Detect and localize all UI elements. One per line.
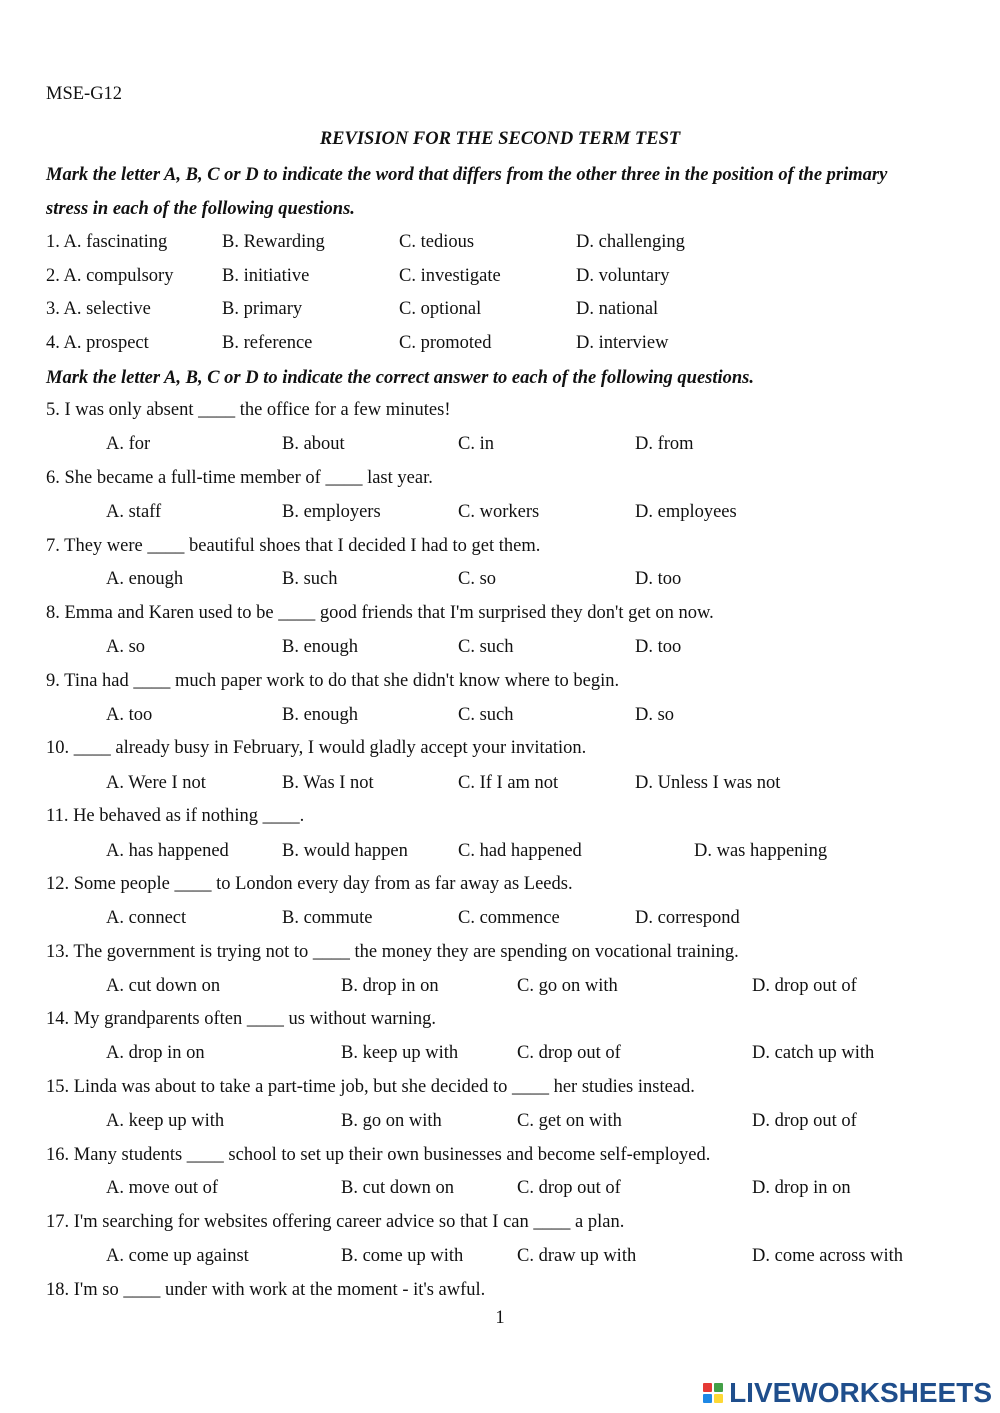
q2-option-d: D. voluntary — [576, 266, 670, 286]
q2-option-b: B. initiative — [222, 266, 310, 286]
q15-option-d: D. drop out of — [752, 1111, 857, 1131]
logo-square-red — [703, 1383, 712, 1392]
q9-option-a: A. too — [106, 705, 153, 725]
q8-option-c: C. such — [458, 637, 514, 657]
q9-option-d: D. so — [635, 705, 675, 725]
q13-option-c: C. go on with — [517, 976, 618, 996]
document-title: REVISION FOR THE SECOND TERM TEST — [319, 129, 681, 149]
liveworksheets-logo — [703, 1376, 992, 1410]
q11-stem: 11. He behaved as if nothing ____. — [46, 806, 305, 826]
q11-option-a: A. has happened — [106, 841, 229, 861]
q1-option-d: D. challenging — [576, 232, 685, 252]
q8-option-a: A. so — [106, 637, 146, 657]
q9-stem: 9. Tina had ____ much paper work to do that she didn't know where to begin. — [46, 671, 620, 691]
q14-option-c: C. drop out of — [517, 1043, 621, 1063]
q16-option-d: D. drop in on — [752, 1178, 851, 1198]
q12-option-c: C. commence — [458, 908, 560, 928]
q15-option-b: B. go on with — [341, 1111, 442, 1131]
q17-option-d: D. come across with — [752, 1246, 904, 1266]
q1-option-a: 1. A. fascinating — [46, 232, 168, 252]
q6-option-d: D. employees — [635, 502, 737, 522]
q1-option-b: B. Rewarding — [222, 232, 325, 252]
q10-stem: 10. ____ already busy in February, I would gladly accept your invitation. — [46, 738, 587, 758]
q16-option-a: A. move out of — [106, 1178, 219, 1198]
q13-option-a: A. cut down on — [106, 976, 221, 996]
logo-square-yellow — [714, 1394, 723, 1403]
q7-option-c: C. so — [458, 569, 497, 589]
q10-option-a: A. Were I not — [106, 773, 206, 793]
q17-option-b: B. come up with — [341, 1246, 464, 1266]
q9-option-c: C. such — [458, 705, 514, 725]
q3-option-c: C. optional — [399, 299, 482, 319]
q11-option-b: B. would happen — [282, 841, 408, 861]
q13-option-b: B. drop in on — [341, 976, 439, 996]
q5-option-b: B. about — [282, 434, 345, 454]
q6-option-a: A. staff — [106, 502, 162, 522]
q13-option-d: D. drop out of — [752, 976, 857, 996]
q1-option-c: C. tedious — [399, 232, 475, 252]
q7-stem: 7. They were ____ beautiful shoes that I decided I had to get them. — [46, 536, 541, 556]
q17-option-c: C. draw up with — [517, 1246, 637, 1266]
q14-option-d: D. catch up with — [752, 1043, 875, 1063]
page-number: 1 — [495, 1308, 505, 1328]
q3-option-a: 3. A. selective — [46, 299, 151, 319]
q12-option-b: B. commute — [282, 908, 373, 928]
q12-option-d: D. correspond — [635, 908, 740, 928]
q4-option-a: 4. A. prospect — [46, 333, 149, 353]
logo-square-green — [714, 1383, 723, 1392]
q17-option-a: A. come up against — [106, 1246, 249, 1266]
q7-option-a: A. enough — [106, 569, 184, 589]
q16-option-b: B. cut down on — [341, 1178, 455, 1198]
q8-option-b: B. enough — [282, 637, 359, 657]
q6-option-c: C. workers — [458, 502, 540, 522]
q17-stem: 17. I'm searching for websites offering career advice so that I can ____ a plan. — [46, 1212, 625, 1232]
q4-option-c: C. promoted — [399, 333, 492, 353]
q16-stem: 16. Many students ____ school to set up their own businesses and become self-employed. — [46, 1145, 711, 1165]
q12-option-a: A. connect — [106, 908, 187, 928]
q14-stem: 14. My grandparents often ____ us without warning. — [46, 1009, 436, 1029]
q15-stem: 15. Linda was about to take a part-time job, but she decided to ____ her studies instead. — [46, 1077, 695, 1097]
section1-instruction — [46, 158, 954, 226]
q2-option-a: 2. A. compulsory — [46, 266, 174, 286]
brand-name: LIVEWORKSHEETS — [729, 1377, 992, 1408]
q6-stem: 6. She became a full-time member of ____ last year. — [46, 468, 433, 488]
q14-option-a: A. drop in on — [106, 1043, 205, 1063]
q2-option-c: C. investigate — [399, 266, 501, 286]
q3-option-b: B. primary — [222, 299, 303, 319]
q6-option-b: B. employers — [282, 502, 381, 522]
logo-mark-icon — [703, 1383, 723, 1403]
q8-stem: 8. Emma and Karen used to be ____ good friends that I'm surprised they don't get on now. — [46, 603, 714, 623]
q10-option-c: C. If I am not — [458, 773, 559, 793]
q14-option-b: B. keep up with — [341, 1043, 459, 1063]
q4-option-d: D. interview — [576, 333, 669, 353]
q7-option-d: D. too — [635, 569, 682, 589]
q9-option-b: B. enough — [282, 705, 359, 725]
q15-option-c: C. get on with — [517, 1111, 622, 1131]
q11-option-d: D. was happening — [694, 841, 828, 861]
q12-stem: 12. Some people ____ to London every day from as far away as Leeds. — [46, 874, 573, 894]
q10-option-b: B. Was I not — [282, 773, 374, 793]
q5-stem: 5. I was only absent ____ the office for a few minutes! — [46, 400, 451, 420]
q3-option-d: D. national — [576, 299, 659, 319]
q15-option-a: A. keep up with — [106, 1111, 225, 1131]
q4-option-b: B. reference — [222, 333, 313, 353]
document-code: MSE-G12 — [46, 84, 123, 104]
q16-option-c: C. drop out of — [517, 1178, 621, 1198]
q7-option-b: B. such — [282, 569, 338, 589]
q8-option-d: D. too — [635, 637, 682, 657]
q18-stem: 18. I'm so ____ under with work at the moment - it's awful. — [46, 1280, 486, 1300]
q5-option-d: D. from — [635, 434, 694, 454]
q5-option-c: C. in — [458, 434, 494, 454]
section2-instruction: Mark the letter A, B, C or D to indicate the correct answer to each of the following questions. — [46, 368, 754, 388]
section1-instruction-line2: stress in each of the following questions. — [46, 199, 355, 219]
q13-stem: 13. The government is trying not to ____ the money they are spending on vocational training. — [46, 942, 739, 962]
q10-option-d: D. Unless I was not — [635, 773, 781, 793]
section1-instruction-line1: Mark the letter A, B, C or D to indicate the word that differs from the other three in the position of the primary — [46, 165, 888, 185]
q11-option-c: C. had happened — [458, 841, 582, 861]
logo-square-blue — [703, 1394, 712, 1403]
q5-option-a: A. for — [106, 434, 151, 454]
